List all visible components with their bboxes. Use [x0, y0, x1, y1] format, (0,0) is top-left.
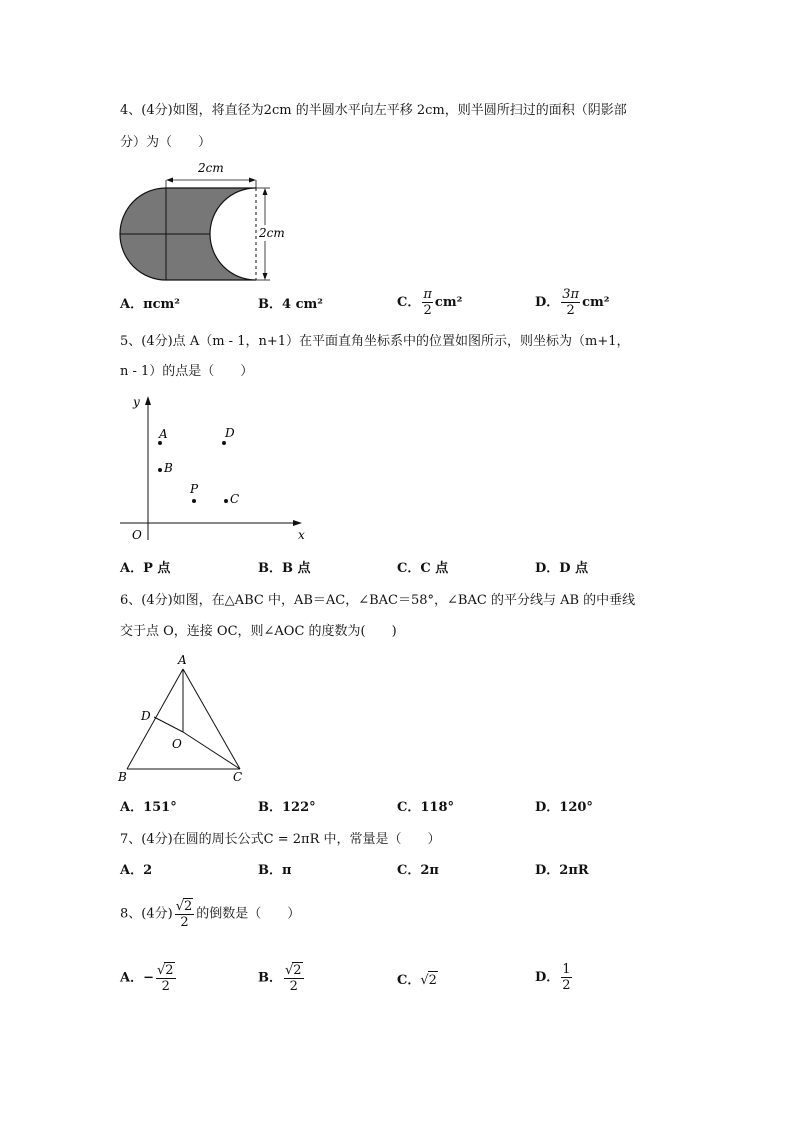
q6-option-a[interactable]: A．151° [120, 800, 177, 815]
q6-label-b: B [118, 770, 127, 784]
q4-stem-line2: 分）为（ ） [120, 135, 212, 150]
q5-label-y: y [133, 395, 140, 409]
q5-point-b [158, 468, 162, 472]
q5-label-x: x [298, 528, 305, 542]
q5-option-b[interactable]: B．B 点 [258, 561, 311, 576]
q4-stem-line1: 4、(4分)如图，将直径为2cm 的半圆水平向左平移 2cm，则半圆所扫过的面积（阴影部 [120, 103, 627, 118]
q8-stem-fraction: $\frac{√2}{2}$ [175, 899, 193, 930]
q5-label-o: O [132, 528, 142, 542]
q5-option-a[interactable]: A．P 点 [120, 561, 171, 576]
q6-label-c: C [233, 770, 243, 784]
q8-stem-prefix: 8、(4分) [120, 906, 173, 922]
q8-option-d[interactable]: D． $\frac{1}{2}$ [535, 962, 571, 993]
q8-option-c[interactable]: C．√2 [397, 973, 437, 988]
q6-option-b[interactable]: B．122° [258, 800, 316, 815]
q4-option-a[interactable]: A．πcm² [120, 297, 180, 312]
q4-option-c[interactable]: C． $\frac{\pi}{2}$ cm² [397, 287, 463, 318]
q5-point-p [192, 499, 196, 503]
q6-segment-oc [183, 732, 240, 769]
q8-stem-suffix: 的倒数是（ ） [196, 906, 301, 922]
q5-point-d [222, 441, 226, 445]
q4-right-dimension-label: 2cm [259, 226, 285, 240]
q4-top-dimension-label: 2cm [198, 161, 224, 175]
q7-option-a[interactable]: A．2 [120, 863, 153, 878]
q5-label-c: C [230, 492, 240, 506]
q6-option-d[interactable]: D．120° [535, 800, 593, 815]
q5-option-c[interactable]: C．C 点 [397, 561, 449, 576]
q6-side-ab [127, 669, 183, 769]
q5-point-c [224, 499, 228, 503]
q4-option-d[interactable]: D． $\frac{3\pi}{2}$ cm² [535, 287, 610, 318]
q8-stem [120, 898, 300, 930]
q5-stem-line2: n - 1）的点是（ ） [120, 364, 254, 379]
q7-option-c[interactable]: C．2π [397, 863, 439, 878]
q5-label-d: D [225, 426, 235, 440]
q6-side-ac [183, 669, 240, 769]
q8-option-a[interactable]: A．− $\frac{√2}{2}$ [120, 963, 174, 994]
q5-label-a: A [159, 427, 168, 441]
q6-label-d: D [141, 709, 151, 723]
q5-option-d[interactable]: D．D 点 [535, 561, 589, 576]
q7-option-d[interactable]: D．2πR [535, 863, 589, 878]
q7-option-b[interactable]: B．π [258, 863, 292, 878]
q6-stem-line2: 交于点 O，连接 OC，则∠AOC 的度数为( ) [120, 624, 397, 639]
q6-figure [116, 650, 256, 786]
q5-stem-line1: 5、(4分)点 A（m - 1，n+1）在平面直角坐标系中的位置如图所示，则坐标为（m+1， [120, 334, 630, 349]
q6-label-a: A [178, 653, 187, 667]
q5-point-a [158, 441, 162, 445]
q7-stem: 7、(4分)在圆的周长公式C = 2πR 中，常量是（ ） [120, 832, 441, 847]
q5-figure [118, 392, 318, 547]
q8-option-b[interactable]: B． $\frac{√2}{2}$ [258, 963, 302, 994]
q6-option-c[interactable]: C．118° [397, 800, 454, 815]
q4-figure [118, 158, 298, 283]
q4-option-b[interactable]: B．4 cm² [258, 297, 323, 312]
q6-stem-line1: 6、(4分)如图，在△ABC 中，AB＝AC，∠BAC＝58°，∠BAC 的平分线与 AB 的中垂线 [120, 593, 636, 608]
q5-label-p: P [190, 482, 199, 496]
q6-label-o: O [172, 737, 182, 751]
q6-segment-do [154, 717, 183, 732]
q5-label-b: B [164, 461, 173, 475]
